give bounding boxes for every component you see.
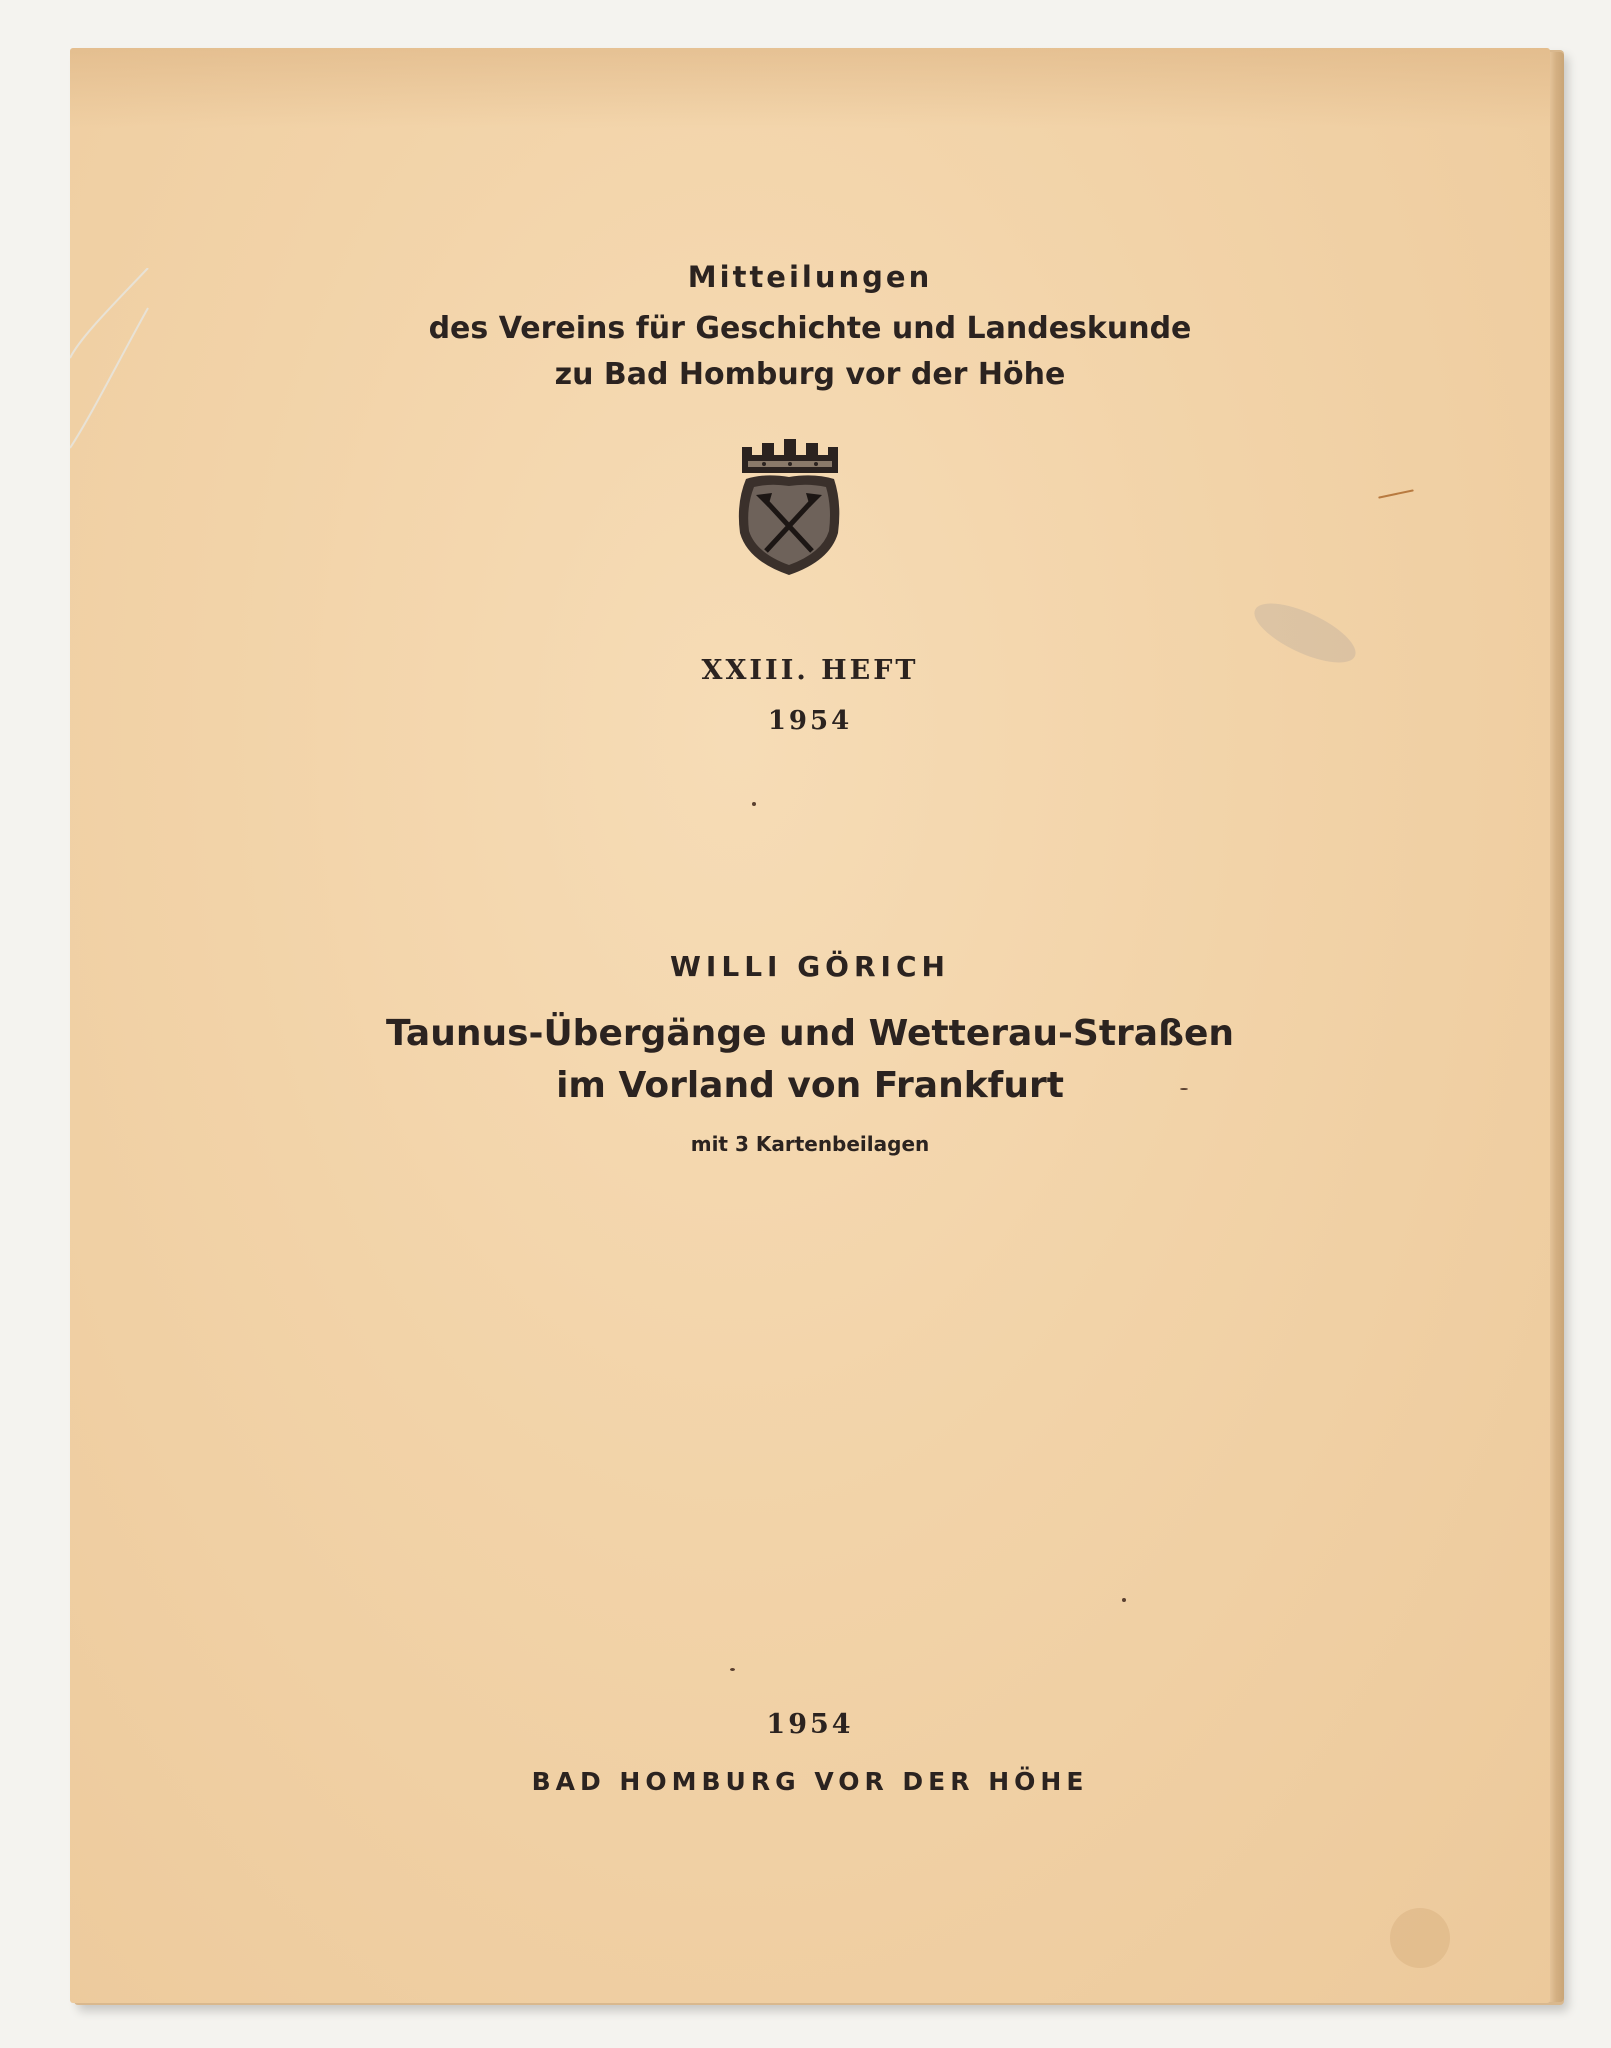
society-name-line1: des Vereins für Geschichte und Landeskunde — [428, 311, 1192, 346]
book-subtitle: mit 3 Kartenbeilagen — [690, 1132, 930, 1156]
book-title — [70, 1008, 1550, 1112]
paper-speck — [730, 1668, 735, 1671]
publication-year: 1954 — [766, 1709, 854, 1740]
series-title: Mitteilungen — [687, 260, 933, 294]
society-name — [70, 306, 1550, 398]
book-title-line1: Taunus-Übergänge und Wetterau-Straßen — [385, 1013, 1235, 1054]
booklet-cover — [70, 48, 1550, 2003]
paper-mark — [1378, 489, 1414, 498]
page-stack-edge — [1548, 52, 1564, 2002]
author-name: WILLI GÖRICH — [670, 950, 950, 983]
society-name-line2: zu Bad Homburg vor der Höhe — [554, 357, 1066, 392]
issue-year: 1954 — [767, 706, 853, 736]
book-title-line2: im Vorland von Frankfurt — [556, 1065, 1064, 1106]
coat-of-arms-crest-icon — [734, 433, 844, 578]
paper-speck — [752, 802, 756, 806]
paper-speck — [1122, 1598, 1126, 1602]
publication-place: BAD HOMBURG VOR DER HÖHE — [531, 1767, 1089, 1796]
issue-number: XXIII. HEFT — [701, 655, 919, 686]
paper-stain — [1390, 1908, 1450, 1968]
